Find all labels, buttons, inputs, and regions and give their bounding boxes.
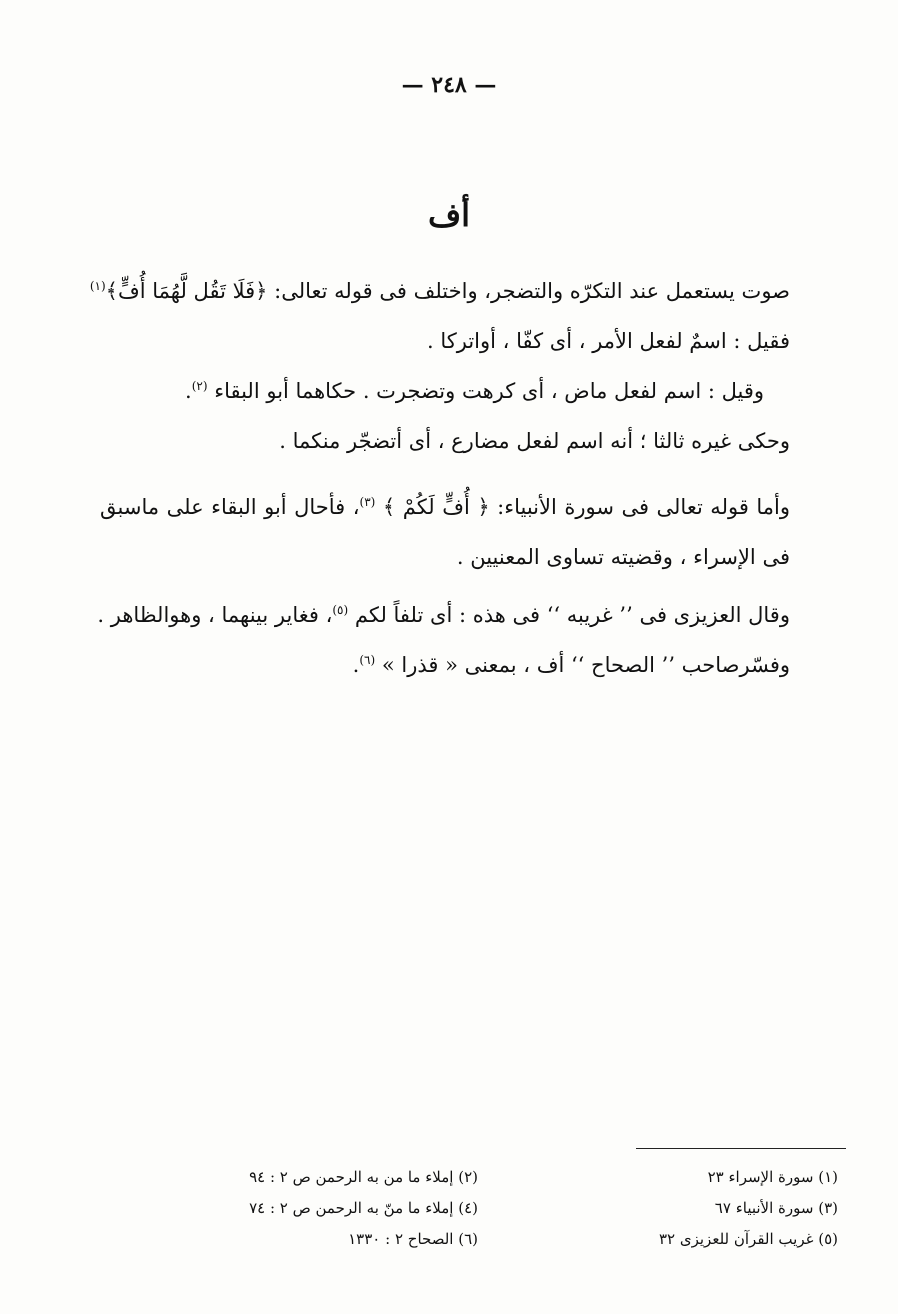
footnote-4: (٤) إملاء ما منّ به الرحمن ص ٢ : ٧٤	[249, 1199, 478, 1217]
footnote-1: (١) سورة الإسراء ٢٣	[707, 1168, 838, 1186]
body-line-7	[100, 640, 790, 690]
body-line-3-end: .	[185, 379, 192, 403]
footnote-6: (٦) الصحاح ٢ : ١٣٣٠	[348, 1230, 478, 1248]
body-text-block-3	[97, 590, 790, 690]
body-line-7-start: وفسّرصاحب ’’ الصحاح ‘‘ أف ، بمعنى « قذرا »	[381, 653, 790, 677]
body-line-6-end: ، فغاير بينهما ، وهوالظاهر .	[97, 603, 333, 627]
body-line-6-start: وقال العزيزى فى ’’ غريبه ‘‘ فى هذه : أى تلفاً لكم	[354, 603, 790, 627]
footnote-2: (٢) إملاء ما من به الرحمن ص ٢ : ٩٤	[249, 1168, 478, 1186]
body-line-2: فقيل : اسمٌ لفعل الأمر ، أى كفّا ، أواتركا .	[427, 329, 790, 353]
footnote-ref-3: (٣)	[359, 495, 376, 509]
footnote-ref-6: (٦)	[359, 653, 376, 667]
body-line-5-start: وأما قوله تعالى فى سورة الأنبياء: ﴿ أُفٍّ لَكُمْ ﴾	[382, 495, 790, 519]
body-line-6	[97, 590, 790, 640]
body-line-5-end: ، فأحال أبو البقاء على ماسبق فى الإسراء ، وقضيته تساوى المعنيين .	[100, 495, 790, 569]
footnote-ref-5: (٥)	[332, 603, 349, 617]
footnote-3: (٣) سورة الأنبياء ٦٧	[714, 1199, 838, 1217]
body-line-3-text: وقيل : اسم لفعل ماض ، أى كرهت وتضجرت . حكاهما أبو البقاء	[214, 379, 764, 403]
footnotes-column-left	[178, 1162, 478, 1255]
body-line-5	[100, 482, 790, 582]
body-line-7-end: .	[352, 653, 360, 677]
body-line-3	[100, 366, 790, 416]
entry-heading: أف	[427, 196, 471, 234]
page-number: — ٢٤٨ —	[401, 72, 497, 98]
body-line-4: وحكى غيره ثالثا ؛ أنه اسم لفعل مضارع ، أى أتضجّر منكما .	[279, 429, 790, 453]
body-line-1	[89, 266, 790, 316]
body-text-block-2	[100, 482, 790, 582]
footnote-5: (٥) غريب القرآن للعزيزى ٣٢	[658, 1230, 838, 1248]
footnote-ref-1: (١)	[89, 279, 106, 293]
body-text-block-1	[89, 266, 790, 466]
footnote-divider	[636, 1148, 846, 1149]
footnotes-column-right	[558, 1162, 838, 1255]
body-line-1-text: صوت يستعمل عند التكرّه والتضجر، واختلف فى قوله تعالى: ﴿فَلَا تَقُل لَّهُمَا أُفٍّ﴾	[105, 279, 790, 303]
footnote-ref-2: (٢)	[191, 379, 208, 393]
